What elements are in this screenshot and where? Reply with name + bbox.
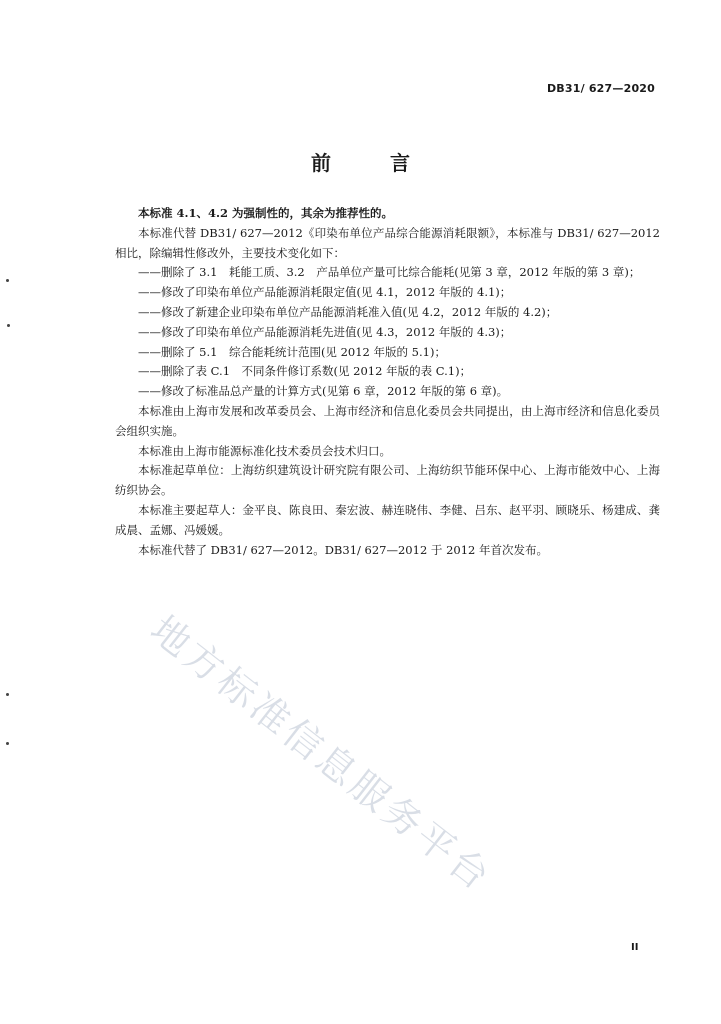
change-item: ——修改了印染布单位产品能源消耗限定值(见 4.1，2012 年版的 4.1)； (138, 285, 512, 300)
change-item: ——删除了表 C.1 不同条件修订系数(见 2012 年版的表 C.1)； (138, 364, 472, 379)
change-item: ——删除了 3.1 耗能工质、3.2 产品单位产量可比综合能耗(见第 3 章，2012 年版的第 3 章)； (138, 265, 641, 280)
scan-mark (6, 279, 9, 282)
paragraph-history: 本标准代替了 DB31/ 627—2012。DB31/ 627—2012 于 2012 年首次发布。 (138, 542, 548, 557)
paragraph-drafters: 本标准主要起草人：金平良、陈良田、秦宏波、赫连晓伟、李健、吕东、赵平羽、顾晓乐、杨建成、龚成晨、孟娜、冯媛媛。 (115, 502, 660, 537)
foreword-body (115, 204, 660, 560)
page-number: II (631, 942, 639, 953)
page-title: 前 言 (311, 151, 436, 175)
watermark: 地方标准信息服务平台 (142, 607, 501, 901)
change-item: ——修改了印染布单位产品能源消耗先进值(见 4.3，2012 年版的 4.3)； (138, 324, 512, 339)
document-code: DB31/ 627—2020 (546, 82, 655, 95)
paragraph-drafting-units: 本标准起草单位：上海纺织建筑设计研究院有限公司、上海纺织节能环保中心、上海市能效中心、上海纺织协会。 (115, 463, 660, 498)
paragraph-mandatory-clauses: 本标准 4.1、4.2 为强制性的，其余为推荐性的。 (138, 206, 394, 220)
paragraph-replaces: 本标准代替 DB31/ 627—2012《印染布单位产品综合能源消耗限额》，本标准与 DB31/ 627—2012 相比，除编辑性修改外，主要技术变化如下： (115, 225, 660, 260)
scan-mark (6, 693, 9, 696)
scan-mark (7, 324, 10, 327)
change-item: ——修改了标准品总产量的计算方式(见第 6 章，2012 年版的第 6 章)。 (138, 384, 509, 399)
change-item: ——修改了新建企业印染布单位产品能源消耗准入值(见 4.2，2012 年版的 4.2)； (138, 304, 558, 319)
scan-mark (6, 742, 9, 745)
change-item: ——删除了 5.1 综合能耗统计范围(见 2012 年版的 5.1)； (138, 344, 446, 359)
paragraph-proposer: 本标准由上海市发展和改革委员会、上海市经济和信息化委员会共同提出，由上海市经济和信息化委员会组织实施。 (115, 403, 660, 438)
paragraph-technical-committee: 本标准由上海市能源标准化技术委员会技术归口。 (138, 443, 391, 458)
